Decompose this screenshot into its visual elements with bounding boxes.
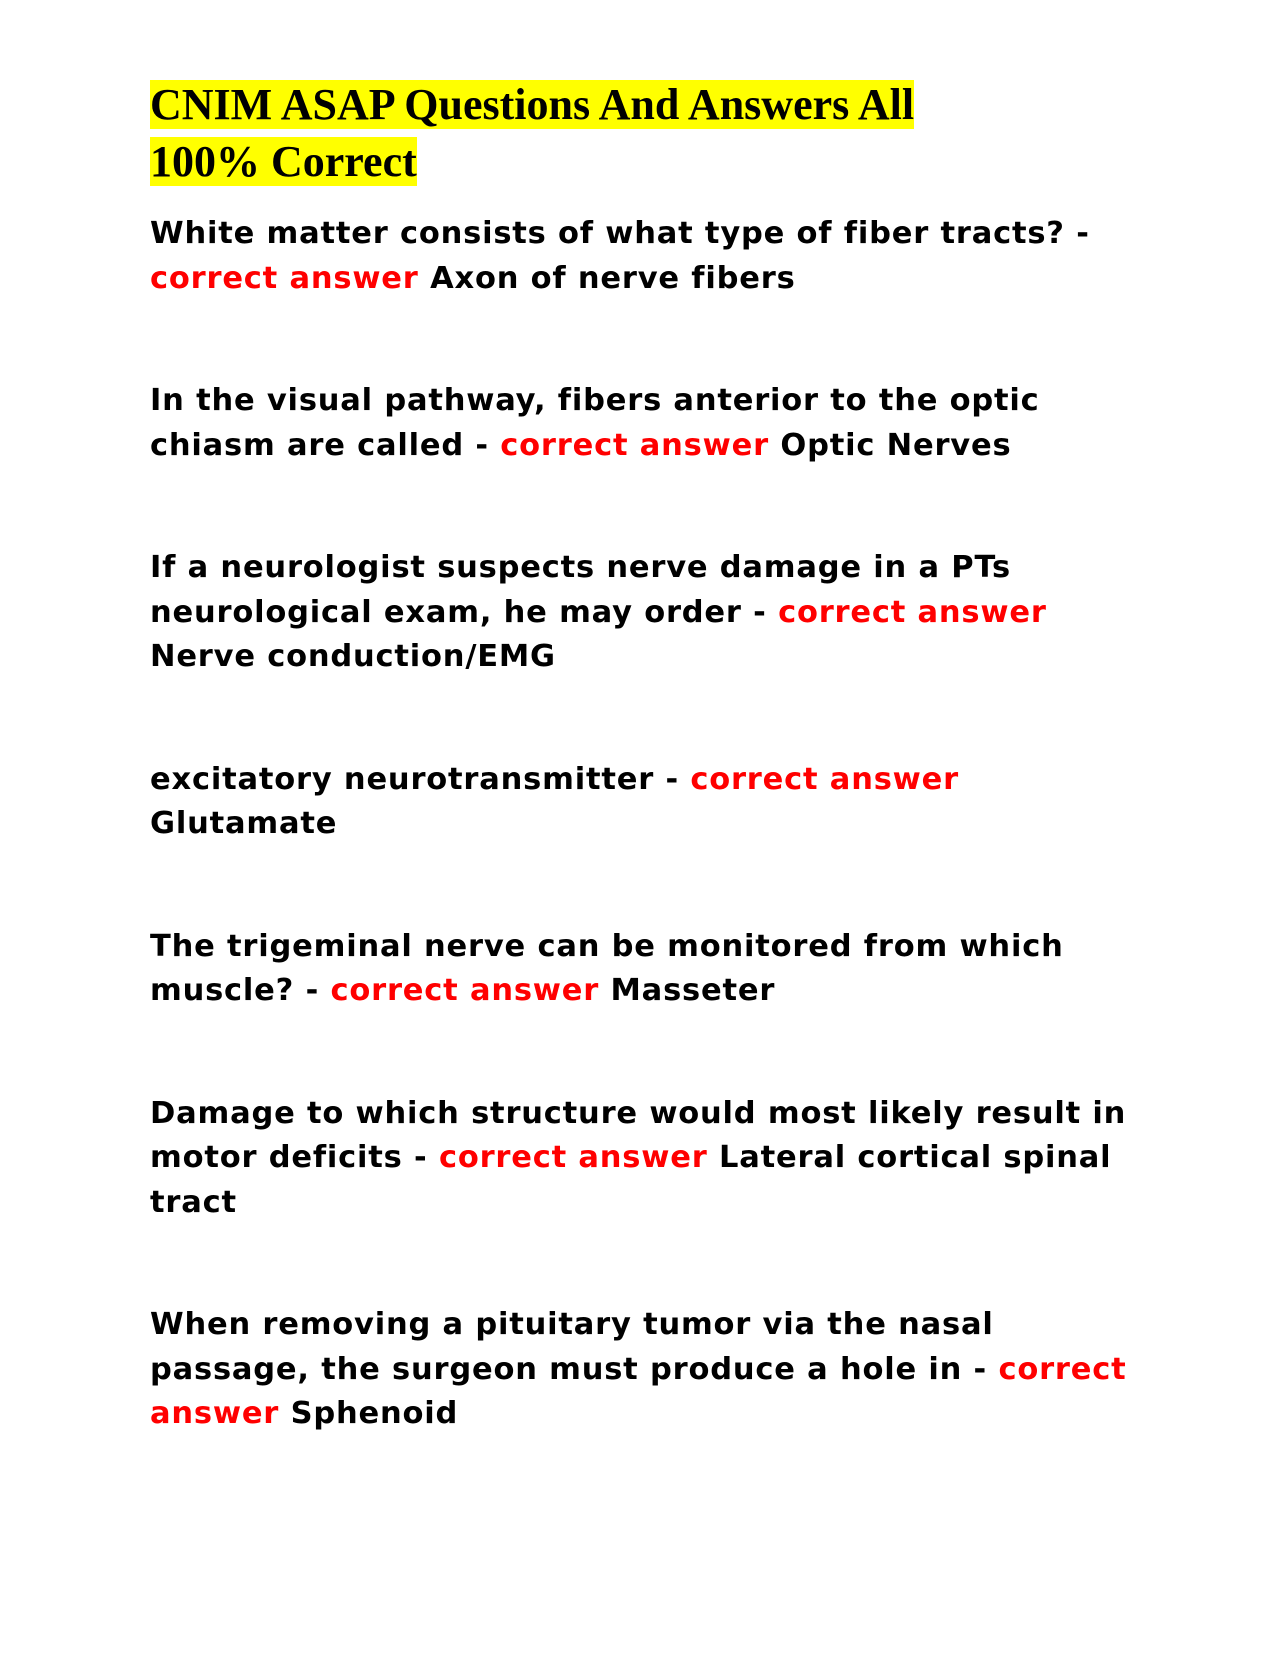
question-text: In the visual pathway, fibers anterior to the optic chiasm are called -	[150, 383, 1040, 463]
answer-text: Lateral cortical spinal tract	[150, 1140, 1112, 1220]
answer-text: Sphenoid	[290, 1396, 459, 1431]
answer-label: correct answer	[500, 427, 769, 463]
document-page	[150, 76, 1140, 1437]
answer-text: Axon of nerve fibers	[430, 260, 796, 296]
qa-list	[150, 212, 1140, 1437]
question-text: excitatory neurotransmitter -	[150, 761, 691, 797]
answer-text: Nerve conduction/EMG	[150, 639, 556, 674]
document-title	[150, 76, 1140, 190]
qa-item	[150, 1303, 1140, 1437]
question-text: The trigeminal nerve can be monitored from which muscle? -	[150, 928, 1064, 1008]
answer-label: correct answer	[438, 1140, 708, 1175]
answer-label: correct answer	[330, 973, 600, 1008]
answer-text: Masseter	[610, 973, 776, 1008]
answer-label: correct answer	[778, 594, 1047, 630]
qa-item	[150, 758, 1140, 847]
qa-item	[150, 925, 1140, 1014]
title-line-2: 100% Correct	[150, 137, 417, 186]
answer-text: Optic Nerves	[780, 427, 1012, 463]
qa-item	[150, 546, 1140, 680]
qa-item	[150, 379, 1140, 468]
question-text: White matter consists of what type of fiber tracts? -	[150, 216, 1090, 251]
answer-label: correct answer	[150, 1351, 1127, 1431]
answer-text: Glutamate	[150, 806, 338, 841]
question-text: If a neurologist suspects nerve damage in a PTs neurological exam, he may order -	[150, 550, 1011, 630]
title-line-1: CNIM ASAP Questions And Answers All	[150, 80, 915, 129]
answer-label: correct answer	[690, 761, 959, 797]
question-text: Damage to which structure would most likely result in motor deficits -	[150, 1095, 1127, 1175]
answer-label: correct answer	[150, 260, 419, 296]
qa-item	[150, 1092, 1140, 1226]
question-text: When removing a pituitary tumor via the nasal passage, the surgeon must produce a hole in -	[150, 1307, 999, 1387]
qa-item	[150, 212, 1140, 301]
